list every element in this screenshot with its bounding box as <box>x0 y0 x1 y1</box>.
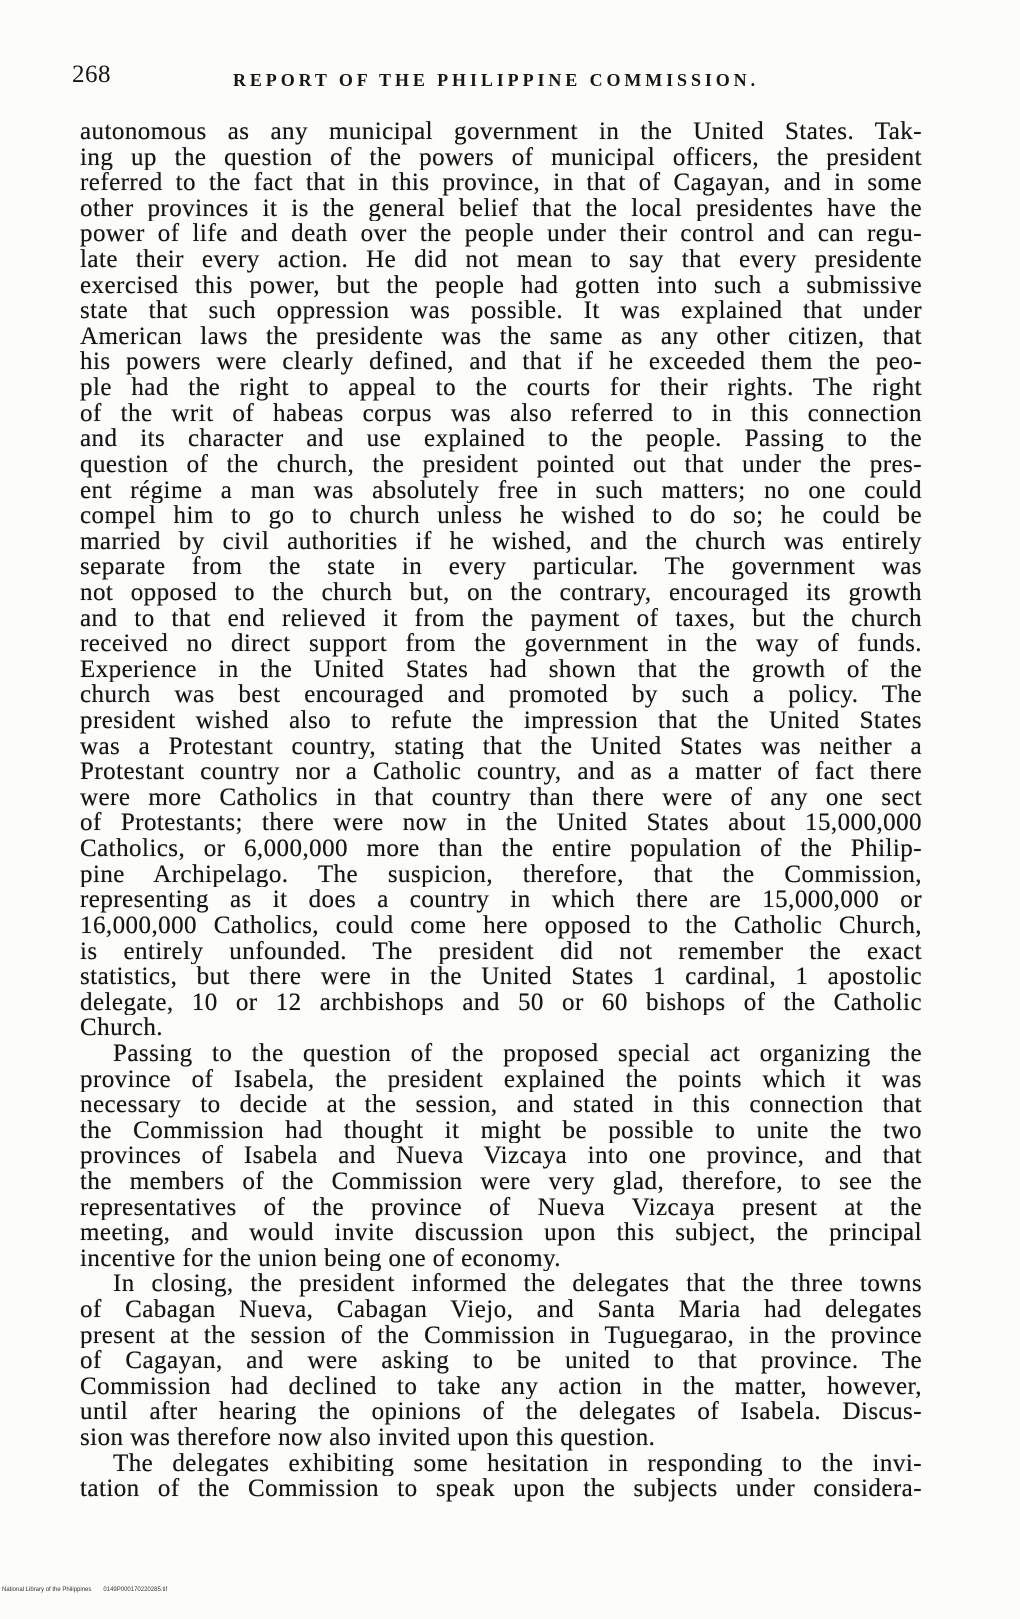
text-line: necessary to decide at the session, and stated in this connection that <box>80 1092 922 1118</box>
text-line: provinces of Isabela and Nueva Vizcaya into one province, and that <box>80 1143 922 1169</box>
text-line: Commission had declined to take any action in the matter, however, <box>80 1373 922 1400</box>
text-line: delegate, 10 or 12 archbishops and 50 or 60 bishops of the Catholic <box>80 989 922 1016</box>
text-line: and its character and use explained to the people. Passing to the <box>80 426 922 452</box>
text-line: of Cagayan, and were asking to be united to that province. The <box>80 1348 922 1374</box>
text-line: his powers were clearly defined, and that if he exceeded them the peo- <box>80 349 922 376</box>
text-line: the members of the Commission were very glad, therefore, to see the <box>80 1168 922 1195</box>
paragraph <box>80 1041 922 1271</box>
text-line: separate from the state in every particular. The government was <box>80 554 922 580</box>
text-line: and to that end relieved it from the payment of taxes, but the church <box>80 605 922 632</box>
text-line: of Protestants; there were now in the United States about 15,000,000 <box>80 810 922 837</box>
text-line: compel him to go to church unless he wished to do so; he could be <box>80 503 922 529</box>
text-line: exercised this power, but the people had gotten into such a submissive <box>80 272 922 299</box>
text-line: until after hearing the opinions of the delegates of Isabela. Discus- <box>80 1399 922 1426</box>
text-line: church was best encouraged and promoted by such a policy. The <box>80 682 922 709</box>
text-line: present at the session of the Commission in Tuguegarao, in the province <box>80 1322 922 1349</box>
text-line: 16,000,000 Catholics, could come here opposed to the Catholic Church, <box>80 912 922 939</box>
text-line: pine Archipelago. The suspicion, therefore, that the Commission, <box>80 861 922 888</box>
text-line: Catholics, or 6,000,000 more than the entire population of the Philip- <box>80 836 922 862</box>
text-line: ple had the right to appeal to the courts for their rights. The right <box>80 375 922 401</box>
text-line: Protestant country nor a Catholic country, and as a matter of fact there <box>80 759 922 785</box>
text-line: ing up the question of the powers of municipal officers, the president <box>80 144 922 171</box>
text-line: ent régime a man was absolutely free in such matters; no one could <box>80 477 922 504</box>
text-line: received no direct support from the government in the way of funds. <box>80 631 922 657</box>
text-line: question of the church, the president pointed out that under the pres- <box>80 451 922 478</box>
page-number: 268 <box>72 61 111 88</box>
text-line: of the writ of habeas corpus was also referred to in this connection <box>80 400 922 427</box>
text-line: Church. <box>80 1015 163 1041</box>
text-line: autonomous as any municipal government in the United States. Tak- <box>80 119 922 145</box>
text-line: Experience in the United States had shown that the growth of the <box>80 656 922 683</box>
body-text <box>80 119 922 1502</box>
text-line: referred to the fact that in this province, in that of Cagayan, and in some <box>80 170 922 196</box>
text-line: representing as it does a country in which there are 15,000,000 or <box>80 887 922 913</box>
text-line: state that such oppression was possible. It was explained that under <box>80 298 922 324</box>
paragraph <box>80 1271 922 1450</box>
text-line: power of life and death over the people under their control and can regu- <box>80 221 922 248</box>
text-line: is entirely unfounded. The president did not remember the exact <box>80 938 922 965</box>
scan-footer <box>2 1586 167 1594</box>
text-line: the Commission had thought it might be possible to unite the two <box>80 1117 922 1144</box>
text-line: meeting, and would invite discussion upon this subject, the principal <box>80 1220 922 1246</box>
text-line: late their every action. He did not mean to say that every presidente <box>80 247 922 273</box>
paragraph <box>80 1451 922 1502</box>
running-title: REPORT OF THE PHILIPPINE COMMISSION. <box>233 70 759 90</box>
footer-filename: 0149P000170220285.tif <box>103 1587 168 1593</box>
text-line: of Cabagan Nueva, Cabagan Viejo, and Santa Maria had delegates <box>80 1297 922 1323</box>
text-line: were more Catholics in that country than there were of any one sect <box>80 784 922 811</box>
text-line: president wished also to refute the impression that the United States <box>80 708 922 734</box>
footer-library: National Library of the Philippines <box>2 1587 92 1593</box>
text-line: province of Isabela, the president explained the points which it was <box>80 1066 922 1093</box>
text-line: tation of the Commission to speak upon the subjects under considera- <box>80 1476 922 1502</box>
text-line: statistics, but there were in the United States 1 cardinal, 1 apostolic <box>80 964 922 990</box>
text-line: married by civil authorities if he wished, and the church was entirely <box>80 528 922 555</box>
text-line: In closing, the president informed the delegates that the three towns <box>113 1271 922 1298</box>
text-line: other provinces it is the general belief that the local presidentes have the <box>80 195 922 222</box>
text-line: representatives of the province of Nueva Vizcaya present at the <box>80 1194 922 1221</box>
text-line: American laws the presidente was the same as any other citizen, that <box>80 323 922 350</box>
text-line: was a Protestant country, stating that the United States was neither a <box>80 733 922 760</box>
text-line: incentive for the union being one of economy. <box>80 1245 561 1272</box>
paragraph <box>80 119 922 1041</box>
text-line: not opposed to the church but, on the contrary, encouraged its growth <box>80 579 922 606</box>
text-line: sion was therefore now also invited upon this question. <box>80 1425 656 1451</box>
text-line: The delegates exhibiting some hesitation in responding to the invi- <box>113 1450 922 1477</box>
text-line: Passing to the question of the proposed special act organizing the <box>113 1040 922 1067</box>
